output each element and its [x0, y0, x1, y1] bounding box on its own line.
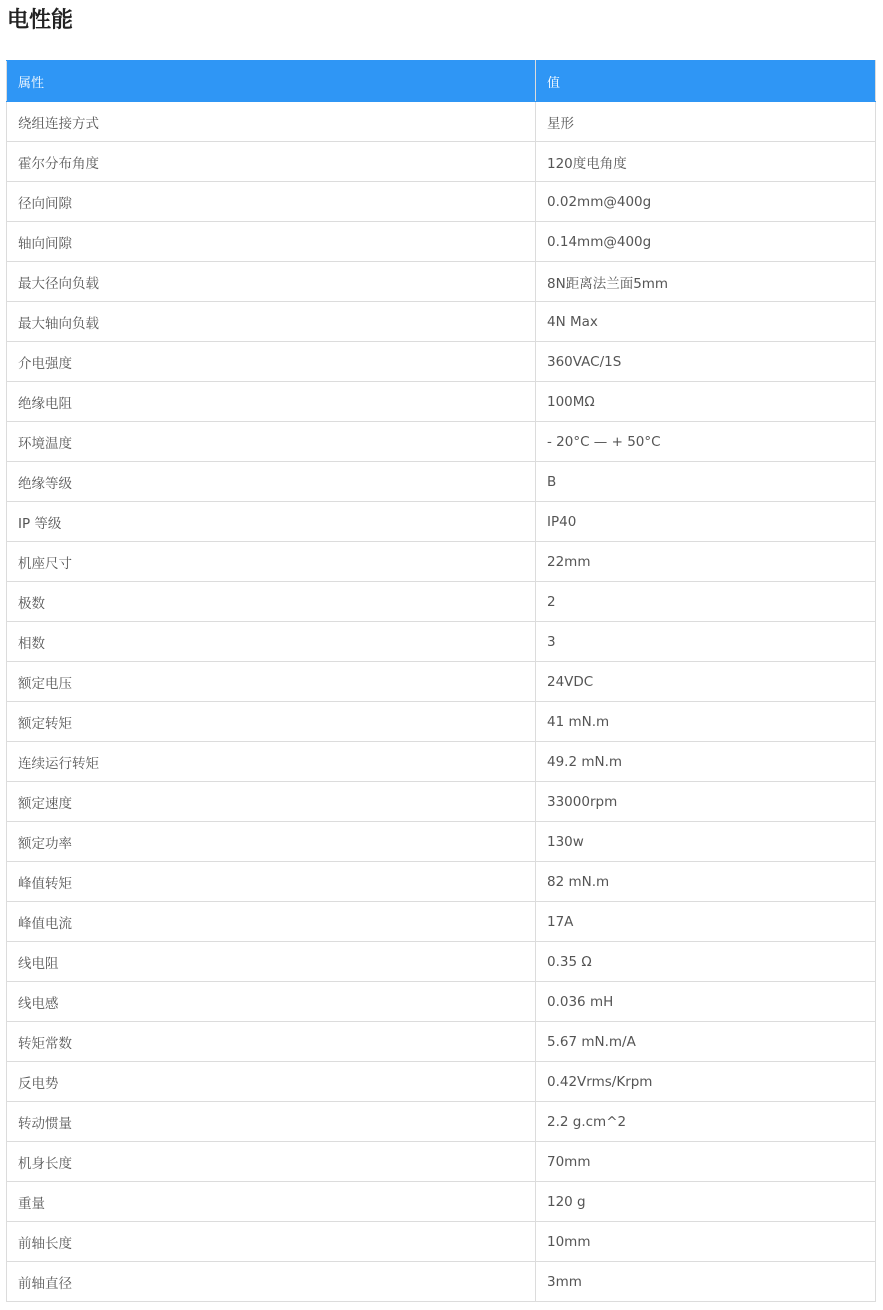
- property-cell: 峰值电流: [7, 902, 536, 942]
- property-cell: 径向间隙: [7, 182, 536, 222]
- property-cell: 转矩常数: [7, 1022, 536, 1062]
- table-row: [7, 262, 876, 302]
- property-cell: 机座尺寸: [7, 542, 536, 582]
- value-cell: B: [536, 462, 876, 502]
- property-cell: 机身长度: [7, 1142, 536, 1182]
- property-cell: 额定转矩: [7, 702, 536, 742]
- value-cell: 22mm: [536, 542, 876, 582]
- table-row: [7, 582, 876, 622]
- value-cell: 星形: [536, 102, 876, 142]
- table-row: [7, 422, 876, 462]
- property-cell: 环境温度: [7, 422, 536, 462]
- property-cell: 额定电压: [7, 662, 536, 702]
- property-cell: 连续运行转矩: [7, 742, 536, 782]
- property-cell: 峰值转矩: [7, 862, 536, 902]
- table-row: [7, 142, 876, 182]
- table-row: [7, 862, 876, 902]
- page-title: 电性能: [7, 8, 74, 33]
- value-cell: 100MΩ: [536, 382, 876, 422]
- table-row: [7, 502, 876, 542]
- column-header-value: 值: [536, 61, 876, 102]
- value-cell: - 20°C — + 50°C: [536, 422, 876, 462]
- spec-table: [6, 60, 876, 1302]
- value-cell: 0.42Vrms/Krpm: [536, 1062, 876, 1102]
- property-cell: 极数: [7, 582, 536, 622]
- property-cell: 最大轴向负载: [7, 302, 536, 342]
- table-row: [7, 1022, 876, 1062]
- table-row: [7, 102, 876, 142]
- value-cell: 24VDC: [536, 662, 876, 702]
- value-cell: 33000rpm: [536, 782, 876, 822]
- table-row: [7, 662, 876, 702]
- property-cell: 重量: [7, 1182, 536, 1222]
- value-cell: 2: [536, 582, 876, 622]
- property-cell: 反电势: [7, 1062, 536, 1102]
- table-row: [7, 182, 876, 222]
- table-row: [7, 542, 876, 582]
- property-cell: 绝缘等级: [7, 462, 536, 502]
- value-cell: 70mm: [536, 1142, 876, 1182]
- property-cell: 额定速度: [7, 782, 536, 822]
- value-cell: 3mm: [536, 1262, 876, 1302]
- property-cell: 绝缘电阻: [7, 382, 536, 422]
- value-cell: 41 mN.m: [536, 702, 876, 742]
- property-cell: 额定功率: [7, 822, 536, 862]
- table-row: [7, 702, 876, 742]
- table-row: [7, 1102, 876, 1142]
- property-cell: 转动惯量: [7, 1102, 536, 1142]
- value-cell: 130w: [536, 822, 876, 862]
- table-row: [7, 302, 876, 342]
- table-row: [7, 1142, 876, 1182]
- value-cell: 0.02mm@400g: [536, 182, 876, 222]
- property-cell: 线电感: [7, 982, 536, 1022]
- value-cell: 3: [536, 622, 876, 662]
- table-row: [7, 902, 876, 942]
- table-row: [7, 1262, 876, 1302]
- value-cell: 49.2 mN.m: [536, 742, 876, 782]
- value-cell: 360VAC/1S: [536, 342, 876, 382]
- value-cell: 10mm: [536, 1222, 876, 1262]
- property-cell: 最大径向负载: [7, 262, 536, 302]
- column-header-property: 属性: [7, 61, 536, 102]
- value-cell: 5.67 mN.m/A: [536, 1022, 876, 1062]
- table-row: [7, 622, 876, 662]
- property-cell: 霍尔分布角度: [7, 142, 536, 182]
- value-cell: 120度电角度: [536, 142, 876, 182]
- property-cell: 线电阻: [7, 942, 536, 982]
- value-cell: 0.14mm@400g: [536, 222, 876, 262]
- property-cell: 相数: [7, 622, 536, 662]
- property-cell: IP 等级: [7, 502, 536, 542]
- table-row: [7, 342, 876, 382]
- table-row: [7, 982, 876, 1022]
- property-cell: 绕组连接方式: [7, 102, 536, 142]
- value-cell: 120 g: [536, 1182, 876, 1222]
- table-row: [7, 1182, 876, 1222]
- value-cell: 82 mN.m: [536, 862, 876, 902]
- table-row: [7, 1222, 876, 1262]
- value-cell: 0.35 Ω: [536, 942, 876, 982]
- value-cell: IP40: [536, 502, 876, 542]
- value-cell: 2.2 g.cm^2: [536, 1102, 876, 1142]
- table-row: [7, 822, 876, 862]
- property-cell: 介电强度: [7, 342, 536, 382]
- property-cell: 轴向间隙: [7, 222, 536, 262]
- table-header-row: [7, 61, 876, 102]
- value-cell: 4N Max: [536, 302, 876, 342]
- table-row: [7, 782, 876, 822]
- value-cell: 17A: [536, 902, 876, 942]
- table-row: [7, 462, 876, 502]
- value-cell: 0.036 mH: [536, 982, 876, 1022]
- property-cell: 前轴直径: [7, 1262, 536, 1302]
- table-row: [7, 222, 876, 262]
- table-row: [7, 742, 876, 782]
- table-row: [7, 382, 876, 422]
- value-cell: 8N距离法兰面5mm: [536, 262, 876, 302]
- table-row: [7, 942, 876, 982]
- table-row: [7, 1062, 876, 1102]
- property-cell: 前轴长度: [7, 1222, 536, 1262]
- table-body: [7, 102, 876, 1302]
